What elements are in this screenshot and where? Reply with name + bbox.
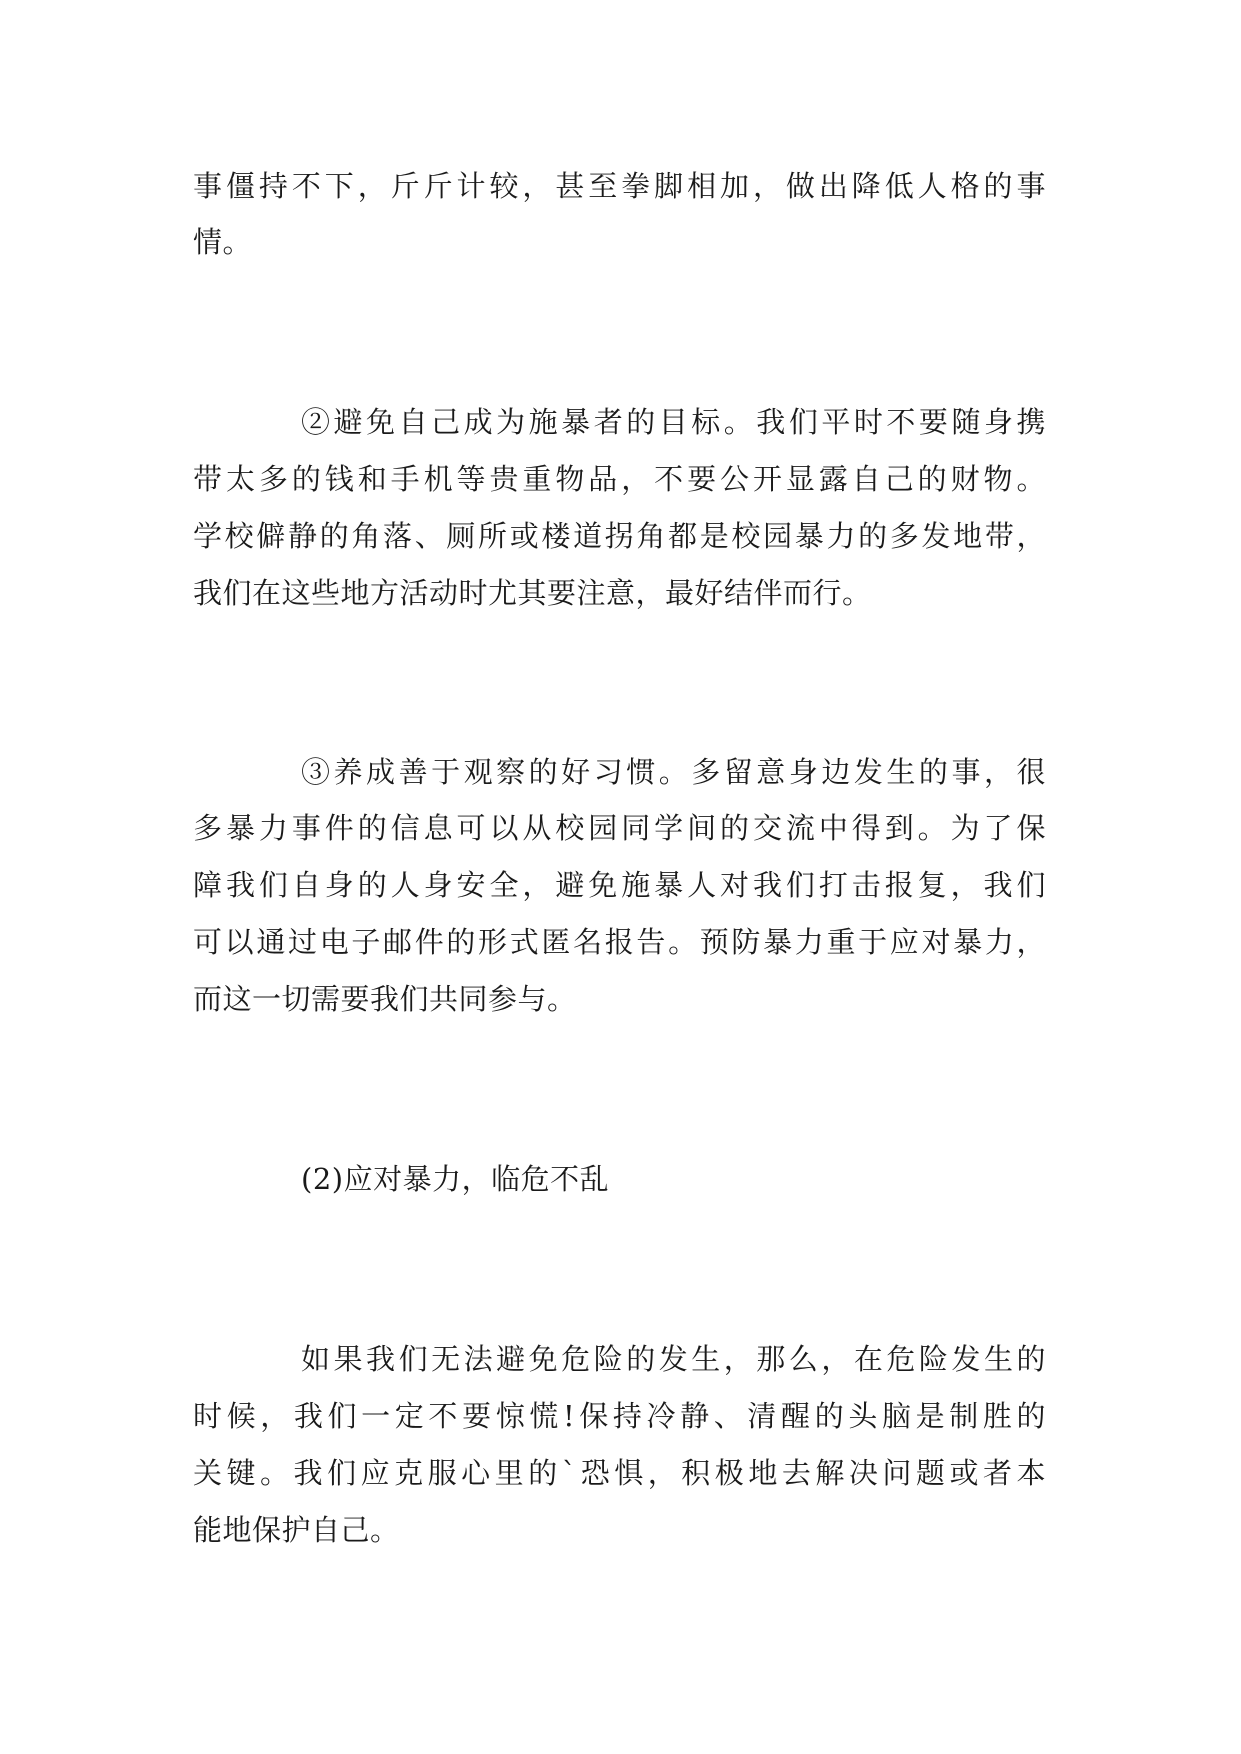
paragraph-line: 我们在这些地方活动时尤其要注意，最好结伴而行。: [193, 576, 872, 610]
paragraph-line: 情。: [193, 225, 253, 259]
paragraph-line: ②避免自己成为施暴者的目标。我们平时不要随身携: [301, 405, 1046, 439]
paragraph-line: 能地保护自己。: [193, 1513, 400, 1547]
section-heading-text: (2)应对暴力，临危不乱: [301, 1162, 610, 1196]
paragraph-line: 关键。我们应克服心里的`恐惧，积极地去解决问题或者本: [193, 1456, 1046, 1490]
paragraph-line: 而这一切需要我们共同参与。: [193, 982, 577, 1016]
paragraph-line: 时候，我们一定不要惊慌!保持冷静、清醒的头脑是制胜的: [193, 1399, 1046, 1433]
paragraph-line: ③养成善于观察的好习惯。多留意身边发生的事，很: [301, 755, 1046, 789]
paragraph-line: 多暴力事件的信息可以从校园同学间的交流中得到。为了保: [193, 811, 1046, 845]
paragraph-line: 学校僻静的角落、厕所或楼道拐角都是校园暴力的多发地带，: [193, 519, 1046, 553]
paragraph-line: 如果我们无法避免危险的发生，那么，在危险发生的: [301, 1342, 1046, 1376]
paragraph-line: 事僵持不下，斤斤计较，甚至拳脚相加，做出降低人格的事: [193, 169, 1046, 203]
paragraph-line: 可以通过电子邮件的形式匿名报告。预防暴力重于应对暴力，: [193, 925, 1046, 959]
paragraph-line: 障我们自身的人身安全，避免施暴人对我们打击报复，我们: [193, 868, 1046, 902]
paragraph-line: 带太多的钱和手机等贵重物品，不要公开显露自己的财物。: [193, 462, 1046, 496]
